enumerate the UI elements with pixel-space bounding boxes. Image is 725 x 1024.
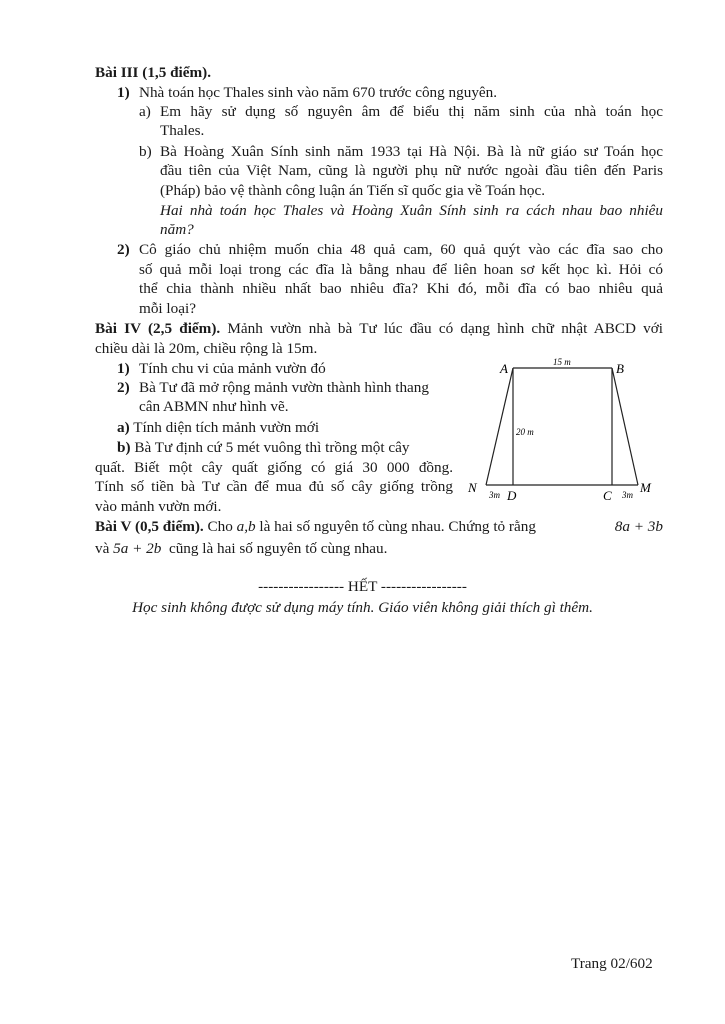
trapezoid-figure	[460, 355, 660, 505]
b5-line1: Bài V (0,5 điểm). Cho a,b là hai số nguyên tố cùng nhau. Chứng tỏ rằng 8a + 3b	[95, 518, 663, 535]
b3-p1-num: 1)	[117, 84, 130, 101]
b4-line2: chiều dài là 20m, chiều rộng là 15m.	[95, 340, 318, 357]
b3-a-line1: Em hãy sử dụng số nguyên âm để biểu thị năm sinh của nhà toán học	[160, 103, 663, 120]
end-marker: ----------------- HẾT -----------------	[258, 578, 467, 595]
b5-expr1: 8a + 3b	[614, 518, 663, 535]
label-n: N	[468, 480, 477, 495]
b3-a-line2: Thales.	[160, 122, 205, 139]
b3-b-question-2: năm?	[160, 221, 194, 238]
b3-p2-line1: Cô giáo chủ nhiệm muốn chia 48 quả cam, 60 quả quýt vào các đĩa sao cho	[139, 241, 663, 258]
b4-q1-num: 1)	[117, 360, 130, 377]
b4-q2-line2: cân ABMN như hình vẽ.	[139, 398, 289, 415]
b5-line2: và 5a + 2b cũng là hai số nguyên tố cùng nhau.	[95, 540, 388, 557]
page-number: Trang 02/602	[571, 955, 653, 972]
label-b: B	[616, 361, 624, 376]
b3-b-line2: đầu tiên của Việt Nam, cũng là người phụ nữ nước ngoài đầu tiên đến Paris	[160, 162, 663, 179]
b3-b-line1: Bà Hoàng Xuân Sính sinh năm 1933 tại Hà Nội. Bà là nữ giáo sư Toán học	[160, 143, 663, 160]
label-height-length: 20 m	[516, 427, 534, 437]
b4-q2-line1: Bà Tư đã mở rộng mảnh vườn thành hình thang	[139, 379, 429, 396]
label-right-length: 3m	[622, 490, 633, 500]
b3-p2-num: 2)	[117, 241, 130, 258]
label-left-length: 3m	[489, 490, 500, 500]
b4-qb-line3: Tính số tiền bà Tư cần để mua đủ số cây giống trồng	[95, 478, 453, 495]
b3-p1-text: Nhà toán học Thales sinh vào năm 670 trước công nguyên.	[139, 84, 498, 101]
b3-b-label: b)	[139, 143, 152, 160]
label-m: M	[640, 480, 651, 495]
b4-qb-line1: b) Bà Tư định cứ 5 mét vuông thì trồng một cây	[117, 439, 410, 456]
b3-a-label: a)	[139, 103, 151, 120]
b3-p2-line2: số quả mỗi loại trong các đĩa là bằng nhau để liên hoan sơ kết học kì. Hỏi có	[139, 261, 663, 278]
b4-q1-text: Tính chu vi của mảnh vườn đó	[139, 360, 326, 377]
label-top-length: 15 m	[553, 357, 571, 367]
b3-p2-line3: thể chia thành nhiều nhất bao nhiêu đĩa? Khi đó, mỗi đĩa có bao nhiêu quả	[139, 280, 663, 297]
label-c: C	[603, 488, 612, 503]
b3-b-line3: (Pháp) bảo vệ thành công luận án Tiến sĩ quốc gia về Toán học.	[160, 182, 546, 199]
b3-b-question-1: Hai nhà toán học Thales và Hoàng Xuân Sính sinh ra cách nhau bao nhiêu	[160, 202, 663, 219]
b4-q2-num: 2)	[117, 379, 130, 396]
b4-qb-line4: vào mảnh vườn mới.	[95, 498, 222, 515]
b3-p2-line4: mỗi loại?	[139, 300, 196, 317]
b3-title: Bài III (1,5 điểm).	[95, 64, 212, 81]
footer-note: Học sinh không được sử dụng máy tính. Giáo viên không giải thích gì thêm.	[132, 599, 593, 616]
b4-qa: a) Tính diện tích mảnh vườn mới	[117, 419, 320, 436]
b4-line1: Bài IV (2,5 điểm). Mảnh vườn nhà bà Tư lúc đầu có dạng hình chữ nhật ABCD với	[95, 320, 663, 337]
label-d: D	[507, 488, 517, 503]
b4-qb-line2: quất. Biết một cây quất giống có giá 30 000 đồng.	[95, 459, 453, 476]
edge-bm	[612, 368, 638, 485]
label-a: A	[500, 361, 508, 376]
edge-an	[486, 368, 513, 485]
